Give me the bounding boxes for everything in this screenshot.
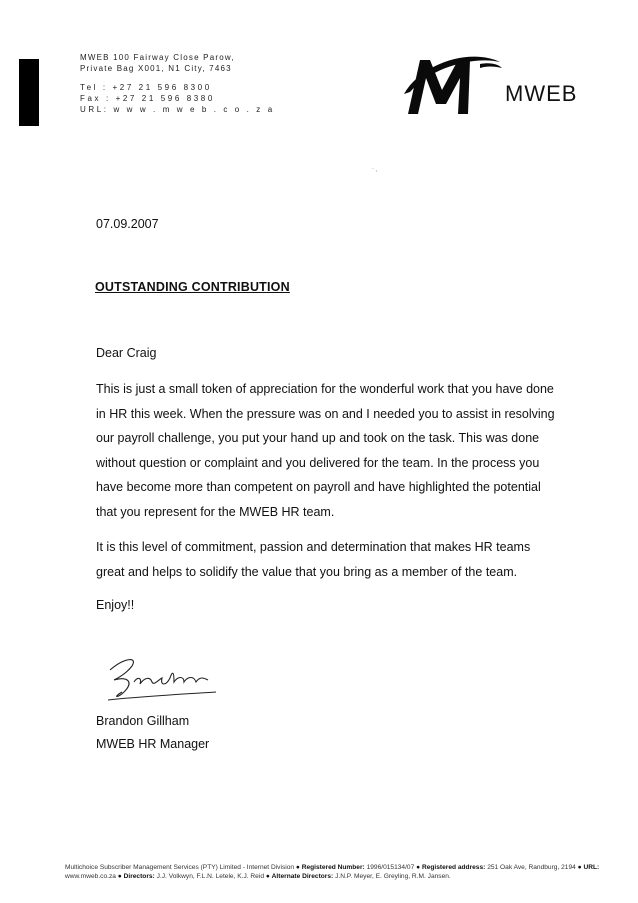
signer-name: Brandon Gillham xyxy=(96,714,190,728)
footer-address-value: 251 Oak Ave, Randburg, 2194 xyxy=(487,864,576,871)
address-line-1: MWEB 100 Fairway Close Parow, xyxy=(80,53,235,62)
footer-url-value: www.mweb.co.za xyxy=(65,873,116,880)
company-footer: Multichoice Subscriber Management Services (PTY) Limited - Internet Division ● Registered Number: 1996/015134/07 ● Registered address: 251 Oak Ave, Randburg, 2194 ● URL: www.mweb.co.za ● Directors: J.J. Volkwyn, F.L.N. Letele, K.J. Reid ● Alternate Directors: J.N.P. Meyer, E. Greyling, R.M. Jansen. xyxy=(65,864,600,880)
body-paragraph-2: It is this level of commitment, passion and determination that makes HR teams great and helps to solidify the value that you bring as a member of the team. xyxy=(96,540,531,579)
footer-alt-directors-value: J.N.P. Meyer, E. Greyling, R.M. Jansen. xyxy=(335,873,451,880)
mweb-logo-wordmark: MWEB xyxy=(505,81,578,106)
salutation: Dear Craig xyxy=(96,346,157,360)
fax-line: Fax : +27 21 596 8380 xyxy=(80,94,215,103)
margin-black-bar xyxy=(19,59,39,126)
letter-date: 07.09.2007 xyxy=(96,217,159,231)
footer-company: Multichoice Subscriber Management Services (PTY) Limited - Internet Division xyxy=(65,864,295,871)
telephone-line: Tel : +27 21 596 8300 xyxy=(80,83,212,92)
footer-alt-directors-label: Alternate Directors: xyxy=(271,873,334,880)
footer-reg-label: Registered Number: xyxy=(301,864,365,871)
url-line: URL: w w w . m w e b . c o . z a xyxy=(80,105,275,114)
footer-reg-value: 1996/015134/07 xyxy=(366,864,415,871)
scan-speck: · ˛ xyxy=(372,166,378,172)
footer-address-label: Registered address: xyxy=(421,864,486,871)
address-line-2: Private Bag X001, N1 City, 7463 xyxy=(80,64,232,73)
footer-directors-value: J.J. Volkwyn, F.L.N. Letele, K.J. Reid xyxy=(156,873,264,880)
letter-subject: OUTSTANDING CONTRIBUTION xyxy=(95,280,290,294)
footer-directors-label: Directors: xyxy=(123,873,155,880)
handwritten-signature xyxy=(104,652,224,707)
footer-url-label: URL: xyxy=(583,864,600,871)
mweb-logo-icon xyxy=(402,52,504,116)
signer-title: MWEB HR Manager xyxy=(96,737,210,751)
body-paragraph-1: This is just a small token of appreciation for the wonderful work that you have done in HR this week. When the pressure was on and I needed you to assist in resolving our payroll challenge, you put your hand up and took on the task. This was done without question or complaint and you delivered for the team. In the process you have become more than competent on payroll and have highlighted the potential that you represent for the MWEB HR team. xyxy=(96,382,555,519)
sender-address-block xyxy=(80,52,275,115)
closing-line: Enjoy!! xyxy=(96,598,135,612)
